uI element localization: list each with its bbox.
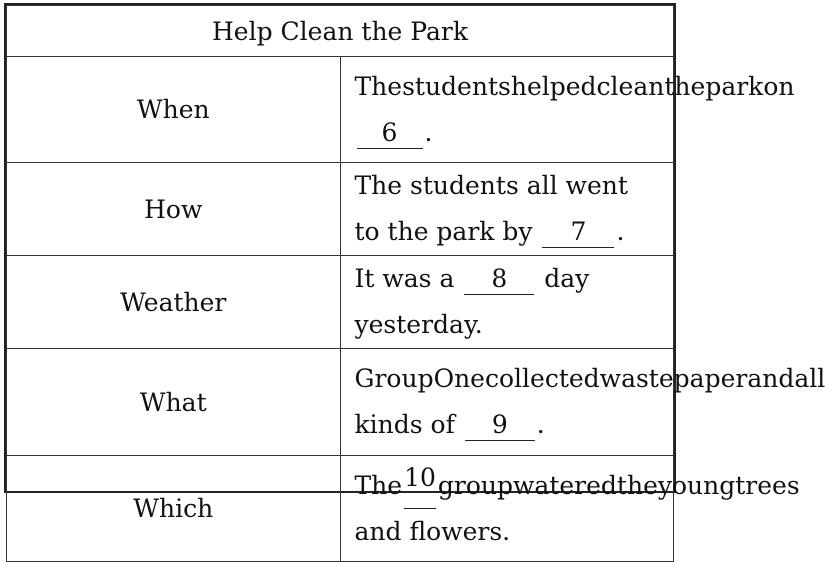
word: trees bbox=[735, 470, 800, 500]
what-line-2 bbox=[355, 402, 660, 448]
table-title-row bbox=[7, 6, 674, 57]
word: the bbox=[664, 71, 706, 101]
word: One bbox=[433, 364, 485, 393]
answer-blank-9[interactable]: 9 bbox=[465, 410, 535, 441]
help-clean-park-table bbox=[6, 5, 825, 562]
table-row-when bbox=[7, 57, 674, 163]
when-line-1 bbox=[354, 64, 795, 110]
word: on bbox=[763, 71, 795, 101]
when-line-2 bbox=[355, 110, 660, 156]
period: . bbox=[616, 217, 625, 246]
word: clean bbox=[596, 71, 665, 101]
table-row-what bbox=[7, 349, 674, 456]
word: The bbox=[354, 71, 403, 101]
word: all bbox=[794, 364, 825, 393]
word: watered bbox=[513, 470, 617, 500]
word: collected bbox=[484, 364, 600, 393]
row-content-what bbox=[340, 349, 825, 456]
what-line-1 bbox=[354, 356, 825, 402]
table-row-which bbox=[7, 456, 674, 562]
row-content-when bbox=[340, 57, 795, 163]
word: paper bbox=[673, 364, 748, 393]
word: students bbox=[402, 71, 511, 101]
worksheet-table-frame bbox=[4, 3, 825, 546]
row-label-when: When bbox=[7, 57, 341, 163]
table-row-weather bbox=[7, 256, 674, 349]
answer-blank-6[interactable]: 6 bbox=[357, 118, 423, 149]
what-text-before: kinds of bbox=[354, 410, 455, 439]
table-title: Help Clean the Park bbox=[7, 6, 674, 57]
row-label-weather: Weather bbox=[7, 256, 341, 349]
row-label-which: Which bbox=[7, 456, 341, 562]
period: . bbox=[424, 117, 433, 147]
how-text: The students all went to the park by bbox=[354, 171, 628, 246]
word: group bbox=[437, 470, 514, 500]
table-row-how bbox=[7, 163, 674, 256]
word: the bbox=[616, 470, 658, 500]
which-line-2: and flowers. bbox=[354, 516, 511, 546]
row-content-weather bbox=[340, 256, 674, 349]
answer-blank-10[interactable]: 10 bbox=[404, 463, 436, 509]
word: Group bbox=[354, 364, 434, 393]
word: helped bbox=[510, 71, 597, 101]
weather-text-before: It was a bbox=[354, 264, 455, 293]
row-label-how: How bbox=[7, 163, 341, 256]
word: waste bbox=[599, 364, 674, 393]
word: young bbox=[657, 470, 736, 500]
word: park bbox=[705, 71, 764, 101]
weather-text-after: day yesterday. bbox=[354, 264, 590, 339]
answer-blank-8[interactable]: 8 bbox=[464, 264, 534, 295]
word: and bbox=[747, 364, 795, 393]
period: . bbox=[536, 410, 545, 439]
answer-blank-7[interactable]: 7 bbox=[542, 217, 614, 248]
row-label-what: What bbox=[7, 349, 341, 456]
which-line-1 bbox=[354, 462, 800, 509]
row-content-how bbox=[340, 163, 674, 256]
which-text-start: The bbox=[354, 470, 403, 500]
row-content-which bbox=[340, 456, 800, 562]
